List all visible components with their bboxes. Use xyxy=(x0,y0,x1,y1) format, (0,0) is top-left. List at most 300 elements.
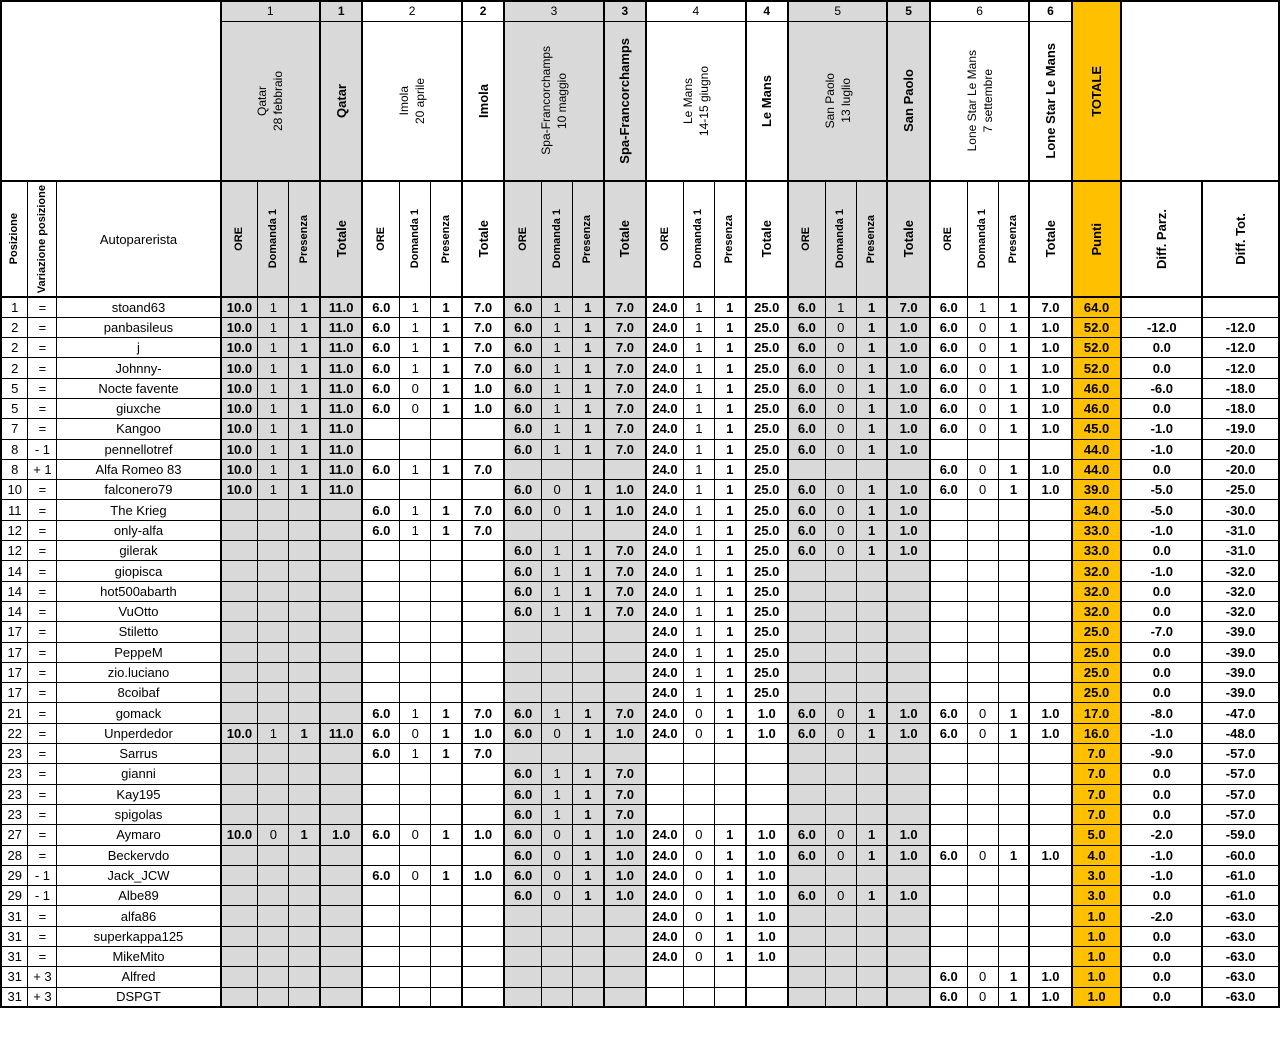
header-punti xyxy=(1072,181,1122,297)
header-ore-1 xyxy=(221,181,258,297)
cell-diff-parz: -9.0 xyxy=(1121,744,1202,764)
cell-ore-1 xyxy=(221,561,258,581)
cell-presenza-2 xyxy=(431,642,462,662)
cell-domanda-6: 0 xyxy=(967,967,998,987)
header-totale-2-label: Totale xyxy=(475,220,491,258)
cell-diff-parz: -5.0 xyxy=(1121,480,1202,500)
cell-domanda-5 xyxy=(825,784,856,804)
cell-posizione: 8 xyxy=(1,439,28,459)
cell-totale-3: 7.0 xyxy=(604,398,646,418)
cell-diff-parz: -1.0 xyxy=(1121,845,1202,865)
cell-ore-5: 6.0 xyxy=(788,845,825,865)
cell-ore-4: 24.0 xyxy=(646,561,683,581)
cell-totale-2 xyxy=(462,967,504,987)
cell-totale-3: 7.0 xyxy=(604,378,646,398)
cell-totale-6 xyxy=(1029,642,1071,662)
cell-variazione: = xyxy=(28,500,57,520)
cell-totale-4: 1.0 xyxy=(746,723,788,743)
cell-presenza-1: 1 xyxy=(289,459,320,479)
cell-ore-3 xyxy=(504,947,541,967)
cell-autoparerista: gianni xyxy=(57,764,221,784)
cell-presenza-2 xyxy=(431,845,462,865)
header-domanda-6-label: Domanda 1 xyxy=(976,209,989,269)
cell-domanda-6 xyxy=(967,744,998,764)
group-num-6: 6 xyxy=(930,1,1029,21)
cell-totale-3: 7.0 xyxy=(604,439,646,459)
cell-domanda-2: 1 xyxy=(400,358,431,378)
cell-presenza-5 xyxy=(856,947,887,967)
cell-presenza-4: 1 xyxy=(714,601,745,621)
cell-ore-5 xyxy=(788,601,825,621)
cell-ore-6 xyxy=(930,439,967,459)
event-block-5 xyxy=(788,21,887,181)
cell-punti: 7.0 xyxy=(1072,784,1122,804)
cell-punti: 46.0 xyxy=(1072,398,1122,418)
header-domanda-2 xyxy=(400,181,431,297)
cell-presenza-3 xyxy=(573,520,604,540)
cell-ore-1 xyxy=(221,520,258,540)
cell-posizione: 17 xyxy=(1,662,28,682)
cell-ore-1: 10.0 xyxy=(221,723,258,743)
cell-totale-2: 1.0 xyxy=(462,865,504,885)
cell-totale-6 xyxy=(1029,784,1071,804)
cell-presenza-5: 1 xyxy=(856,541,887,561)
cell-variazione: = xyxy=(28,398,57,418)
cell-ore-2 xyxy=(362,662,399,682)
cell-autoparerista: Beckervdo xyxy=(57,845,221,865)
cell-diff-parz xyxy=(1121,297,1202,317)
cell-presenza-6 xyxy=(998,601,1029,621)
cell-variazione: = xyxy=(28,845,57,865)
header-totale-1 xyxy=(320,181,362,297)
cell-presenza-6: 1 xyxy=(998,987,1029,1007)
cell-presenza-6 xyxy=(998,683,1029,703)
cell-totale-6 xyxy=(1029,520,1071,540)
cell-ore-6 xyxy=(930,764,967,784)
cell-domanda-2 xyxy=(400,886,431,906)
cell-ore-5 xyxy=(788,926,825,946)
cell-totale-6 xyxy=(1029,906,1071,926)
cell-totale-1 xyxy=(320,784,362,804)
cell-punti: 33.0 xyxy=(1072,541,1122,561)
cell-presenza-4: 1 xyxy=(714,561,745,581)
header-totale-3-label: Totale xyxy=(617,220,633,258)
cell-presenza-2: 1 xyxy=(431,459,462,479)
cell-diff-parz: 0.0 xyxy=(1121,967,1202,987)
cell-domanda-6: 0 xyxy=(967,317,998,337)
cell-presenza-5: 1 xyxy=(856,845,887,865)
cell-totale-6: 1.0 xyxy=(1029,723,1071,743)
cell-punti: 39.0 xyxy=(1072,480,1122,500)
cell-ore-6: 6.0 xyxy=(930,967,967,987)
cell-presenza-4: 1 xyxy=(714,845,745,865)
cell-diff-tot xyxy=(1202,297,1279,317)
event-name-3: Spa-Francorchamps xyxy=(538,46,553,156)
cell-presenza-1: 1 xyxy=(289,419,320,439)
cell-autoparerista: Unperdedor xyxy=(57,723,221,743)
group-num-5: 5 xyxy=(788,1,887,21)
cell-ore-5: 6.0 xyxy=(788,500,825,520)
cell-punti: 44.0 xyxy=(1072,439,1122,459)
cell-presenza-1 xyxy=(289,601,320,621)
cell-domanda-3: 1 xyxy=(542,419,573,439)
cell-totale-4: 1.0 xyxy=(746,947,788,967)
cell-domanda-1 xyxy=(258,581,289,601)
cell-ore-3: 6.0 xyxy=(504,480,541,500)
cell-domanda-3: 0 xyxy=(542,825,573,845)
event-date-3: 10 maggio xyxy=(554,72,569,129)
cell-domanda-6 xyxy=(967,601,998,621)
cell-ore-5 xyxy=(788,804,825,824)
cell-domanda-4: 1 xyxy=(683,500,714,520)
header-variazione xyxy=(28,181,57,297)
cell-posizione: 17 xyxy=(1,642,28,662)
cell-posizione: 31 xyxy=(1,906,28,926)
cell-presenza-2 xyxy=(431,439,462,459)
cell-domanda-5: 1 xyxy=(825,297,856,317)
cell-totale-2: 1.0 xyxy=(462,398,504,418)
table-row xyxy=(1,541,1279,561)
header-presenza-6 xyxy=(998,181,1029,297)
cell-presenza-4 xyxy=(714,987,745,1007)
cell-ore-2: 6.0 xyxy=(362,459,399,479)
cell-ore-4: 24.0 xyxy=(646,439,683,459)
group-num-3: 3 xyxy=(504,1,603,21)
cell-ore-5 xyxy=(788,947,825,967)
cell-domanda-2: 1 xyxy=(400,500,431,520)
cell-domanda-1 xyxy=(258,845,289,865)
header-diff-tot xyxy=(1202,181,1279,297)
cell-presenza-5 xyxy=(856,683,887,703)
cell-presenza-4: 1 xyxy=(714,662,745,682)
cell-domanda-2 xyxy=(400,642,431,662)
cell-autoparerista: spigolas xyxy=(57,804,221,824)
cell-presenza-1: 1 xyxy=(289,439,320,459)
cell-ore-4 xyxy=(646,967,683,987)
cell-domanda-6: 0 xyxy=(967,845,998,865)
cell-ore-6: 6.0 xyxy=(930,398,967,418)
cell-presenza-1: 1 xyxy=(289,480,320,500)
cell-autoparerista: 8coibaf xyxy=(57,683,221,703)
cell-presenza-2 xyxy=(431,947,462,967)
cell-diff-parz: 0.0 xyxy=(1121,662,1202,682)
cell-presenza-2: 1 xyxy=(431,744,462,764)
cell-ore-5 xyxy=(788,642,825,662)
cell-ore-1 xyxy=(221,744,258,764)
cell-punti: 25.0 xyxy=(1072,642,1122,662)
cell-diff-parz: -1.0 xyxy=(1121,723,1202,743)
cell-punti: 32.0 xyxy=(1072,561,1122,581)
cell-presenza-1 xyxy=(289,987,320,1007)
cell-ore-4: 24.0 xyxy=(646,520,683,540)
cell-ore-4: 24.0 xyxy=(646,723,683,743)
table-row xyxy=(1,723,1279,743)
cell-ore-3: 6.0 xyxy=(504,338,541,358)
cell-domanda-1 xyxy=(258,967,289,987)
cell-domanda-5: 0 xyxy=(825,520,856,540)
cell-domanda-5 xyxy=(825,662,856,682)
cell-totale-4: 1.0 xyxy=(746,825,788,845)
cell-presenza-2: 1 xyxy=(431,338,462,358)
cell-presenza-2 xyxy=(431,987,462,1007)
cell-totale-4: 25.0 xyxy=(746,459,788,479)
cell-domanda-6 xyxy=(967,865,998,885)
header-ore-5 xyxy=(788,181,825,297)
cell-presenza-6 xyxy=(998,906,1029,926)
table-row xyxy=(1,601,1279,621)
cell-diff-parz: 0.0 xyxy=(1121,926,1202,946)
cell-ore-1: 10.0 xyxy=(221,439,258,459)
group-total-num-2: 2 xyxy=(462,1,504,21)
cell-totale-5: 1.0 xyxy=(887,480,929,500)
cell-domanda-2: 0 xyxy=(400,378,431,398)
cell-presenza-2 xyxy=(431,926,462,946)
cell-totale-1 xyxy=(320,764,362,784)
cell-ore-3 xyxy=(504,906,541,926)
cell-domanda-3: 0 xyxy=(542,886,573,906)
cell-ore-5: 6.0 xyxy=(788,297,825,317)
cell-domanda-2: 0 xyxy=(400,723,431,743)
cell-punti: 45.0 xyxy=(1072,419,1122,439)
cell-totale-2: 7.0 xyxy=(462,520,504,540)
cell-diff-tot: -63.0 xyxy=(1202,926,1279,946)
cell-punti: 44.0 xyxy=(1072,459,1122,479)
cell-presenza-1 xyxy=(289,541,320,561)
table-row xyxy=(1,784,1279,804)
cell-presenza-1: 1 xyxy=(289,338,320,358)
cell-domanda-2: 1 xyxy=(400,520,431,540)
cell-punti: 52.0 xyxy=(1072,358,1122,378)
header-ore-2 xyxy=(362,181,399,297)
cell-ore-4: 24.0 xyxy=(646,500,683,520)
cell-posizione: 7 xyxy=(1,419,28,439)
cell-domanda-3 xyxy=(542,967,573,987)
cell-presenza-3 xyxy=(573,642,604,662)
cell-presenza-1 xyxy=(289,947,320,967)
cell-diff-parz: -2.0 xyxy=(1121,825,1202,845)
cell-diff-tot: -39.0 xyxy=(1202,622,1279,642)
cell-presenza-3: 1 xyxy=(573,784,604,804)
cell-variazione: = xyxy=(28,926,57,946)
cell-domanda-3 xyxy=(542,622,573,642)
cell-domanda-1 xyxy=(258,683,289,703)
cell-diff-tot: -39.0 xyxy=(1202,642,1279,662)
cell-presenza-2 xyxy=(431,886,462,906)
cell-variazione: = xyxy=(28,662,57,682)
cell-ore-6 xyxy=(930,947,967,967)
cell-diff-tot: -18.0 xyxy=(1202,378,1279,398)
table-row xyxy=(1,642,1279,662)
cell-presenza-5: 1 xyxy=(856,480,887,500)
cell-ore-5 xyxy=(788,784,825,804)
cell-presenza-5 xyxy=(856,561,887,581)
cell-presenza-4 xyxy=(714,744,745,764)
cell-domanda-4: 1 xyxy=(683,398,714,418)
cell-totale-6: 1.0 xyxy=(1029,358,1071,378)
cell-totale-5 xyxy=(887,987,929,1007)
cell-ore-1: 10.0 xyxy=(221,480,258,500)
cell-totale-1: 11.0 xyxy=(320,297,362,317)
header-presenza-1 xyxy=(289,181,320,297)
cell-totale-3: 7.0 xyxy=(604,317,646,337)
cell-totale-2 xyxy=(462,662,504,682)
cell-domanda-2 xyxy=(400,926,431,946)
cell-presenza-1 xyxy=(289,683,320,703)
cell-diff-tot: -47.0 xyxy=(1202,703,1279,723)
cell-totale-2 xyxy=(462,439,504,459)
cell-domanda-4: 1 xyxy=(683,338,714,358)
cell-ore-4: 24.0 xyxy=(646,662,683,682)
cell-ore-4: 24.0 xyxy=(646,865,683,885)
header-autoparerista: Autoparerista xyxy=(57,181,221,297)
cell-presenza-1 xyxy=(289,622,320,642)
cell-punti: 7.0 xyxy=(1072,764,1122,784)
cell-domanda-4 xyxy=(683,784,714,804)
cell-domanda-5: 0 xyxy=(825,845,856,865)
cell-domanda-4: 1 xyxy=(683,642,714,662)
cell-posizione: 8 xyxy=(1,459,28,479)
cell-ore-4: 24.0 xyxy=(646,419,683,439)
cell-ore-3: 6.0 xyxy=(504,317,541,337)
cell-totale-6: 7.0 xyxy=(1029,297,1071,317)
cell-domanda-4: 1 xyxy=(683,581,714,601)
cell-totale-4: 25.0 xyxy=(746,642,788,662)
cell-domanda-1 xyxy=(258,500,289,520)
cell-ore-4: 24.0 xyxy=(646,459,683,479)
cell-totale-4 xyxy=(746,804,788,824)
cell-ore-2 xyxy=(362,784,399,804)
cell-presenza-1 xyxy=(289,642,320,662)
cell-ore-6 xyxy=(930,622,967,642)
header-presenza-4-label: Presenza xyxy=(723,214,736,264)
cell-diff-tot: -31.0 xyxy=(1202,541,1279,561)
cell-ore-3 xyxy=(504,459,541,479)
cell-presenza-3: 1 xyxy=(573,804,604,824)
cell-domanda-1 xyxy=(258,703,289,723)
cell-ore-1: 10.0 xyxy=(221,317,258,337)
cell-domanda-5: 0 xyxy=(825,378,856,398)
cell-presenza-4: 1 xyxy=(714,581,745,601)
cell-diff-tot: -30.0 xyxy=(1202,500,1279,520)
cell-presenza-3 xyxy=(573,987,604,1007)
cell-totale-6 xyxy=(1029,764,1071,784)
cell-ore-3 xyxy=(504,926,541,946)
cell-domanda-4: 1 xyxy=(683,297,714,317)
cell-ore-5 xyxy=(788,764,825,784)
cell-presenza-2 xyxy=(431,662,462,682)
cell-domanda-4 xyxy=(683,744,714,764)
cell-domanda-3 xyxy=(542,642,573,662)
cell-totale-4: 25.0 xyxy=(746,500,788,520)
cell-totale-2 xyxy=(462,784,504,804)
cell-totale-5: 1.0 xyxy=(887,886,929,906)
cell-totale-1 xyxy=(320,561,362,581)
cell-autoparerista: hot500abarth xyxy=(57,581,221,601)
cell-diff-tot: -20.0 xyxy=(1202,439,1279,459)
cell-diff-parz: 0.0 xyxy=(1121,642,1202,662)
cell-totale-5 xyxy=(887,642,929,662)
cell-ore-3: 6.0 xyxy=(504,297,541,317)
cell-domanda-3 xyxy=(542,520,573,540)
cell-autoparerista: gomack xyxy=(57,703,221,723)
cell-punti: 25.0 xyxy=(1072,662,1122,682)
cell-totale-2: 7.0 xyxy=(462,459,504,479)
cell-totale-2 xyxy=(462,601,504,621)
cell-ore-2: 6.0 xyxy=(362,500,399,520)
cell-totale-5 xyxy=(887,906,929,926)
cell-totale-2 xyxy=(462,622,504,642)
cell-domanda-1 xyxy=(258,601,289,621)
cell-domanda-6 xyxy=(967,947,998,967)
cell-autoparerista: Sarrus xyxy=(57,744,221,764)
cell-ore-2 xyxy=(362,947,399,967)
event-block-3 xyxy=(504,21,603,181)
header-diff-parz xyxy=(1121,181,1202,297)
cell-presenza-2 xyxy=(431,581,462,601)
cell-domanda-1: 1 xyxy=(258,439,289,459)
cell-totale-2 xyxy=(462,764,504,784)
header-diff-tot-label: Diff. Tot. xyxy=(1233,213,1249,265)
cell-posizione: 31 xyxy=(1,987,28,1007)
cell-punti: 16.0 xyxy=(1072,723,1122,743)
cell-presenza-5 xyxy=(856,601,887,621)
cell-domanda-6: 0 xyxy=(967,358,998,378)
cell-domanda-6 xyxy=(967,662,998,682)
cell-totale-5: 1.0 xyxy=(887,520,929,540)
cell-ore-4: 24.0 xyxy=(646,378,683,398)
cell-domanda-3: 0 xyxy=(542,845,573,865)
cell-ore-5 xyxy=(788,744,825,764)
cell-presenza-5 xyxy=(856,662,887,682)
group-total-num-5: 5 xyxy=(887,1,929,21)
cell-presenza-4: 1 xyxy=(714,906,745,926)
cell-domanda-3: 0 xyxy=(542,723,573,743)
cell-presenza-1 xyxy=(289,865,320,885)
cell-totale-1: 11.0 xyxy=(320,439,362,459)
cell-totale-6 xyxy=(1029,622,1071,642)
cell-ore-5: 6.0 xyxy=(788,419,825,439)
cell-ore-1 xyxy=(221,601,258,621)
table-row xyxy=(1,865,1279,885)
cell-totale-6 xyxy=(1029,865,1071,885)
header-ore-6 xyxy=(930,181,967,297)
cell-totale-5: 1.0 xyxy=(887,338,929,358)
cell-totale-6: 1.0 xyxy=(1029,480,1071,500)
cell-ore-1 xyxy=(221,662,258,682)
cell-ore-1 xyxy=(221,886,258,906)
cell-domanda-1 xyxy=(258,662,289,682)
cell-totale-4: 25.0 xyxy=(746,480,788,500)
cell-totale-6: 1.0 xyxy=(1029,703,1071,723)
cell-autoparerista: Albe89 xyxy=(57,886,221,906)
cell-presenza-4: 1 xyxy=(714,520,745,540)
cell-punti: 25.0 xyxy=(1072,622,1122,642)
cell-presenza-2 xyxy=(431,906,462,926)
event-date-1: 28 febbraio xyxy=(271,70,286,131)
table-row xyxy=(1,825,1279,845)
cell-totale-1 xyxy=(320,662,362,682)
header-presenza-6-label: Presenza xyxy=(1006,214,1019,264)
header-domanda-1-label: Domanda 1 xyxy=(266,209,279,269)
cell-domanda-4: 0 xyxy=(683,703,714,723)
cell-variazione: - 1 xyxy=(28,886,57,906)
cell-totale-1 xyxy=(320,987,362,1007)
cell-totale-4: 1.0 xyxy=(746,865,788,885)
cell-domanda-1: 1 xyxy=(258,398,289,418)
cell-ore-3: 6.0 xyxy=(504,541,541,561)
cell-diff-parz: 0.0 xyxy=(1121,987,1202,1007)
cell-presenza-3: 1 xyxy=(573,561,604,581)
